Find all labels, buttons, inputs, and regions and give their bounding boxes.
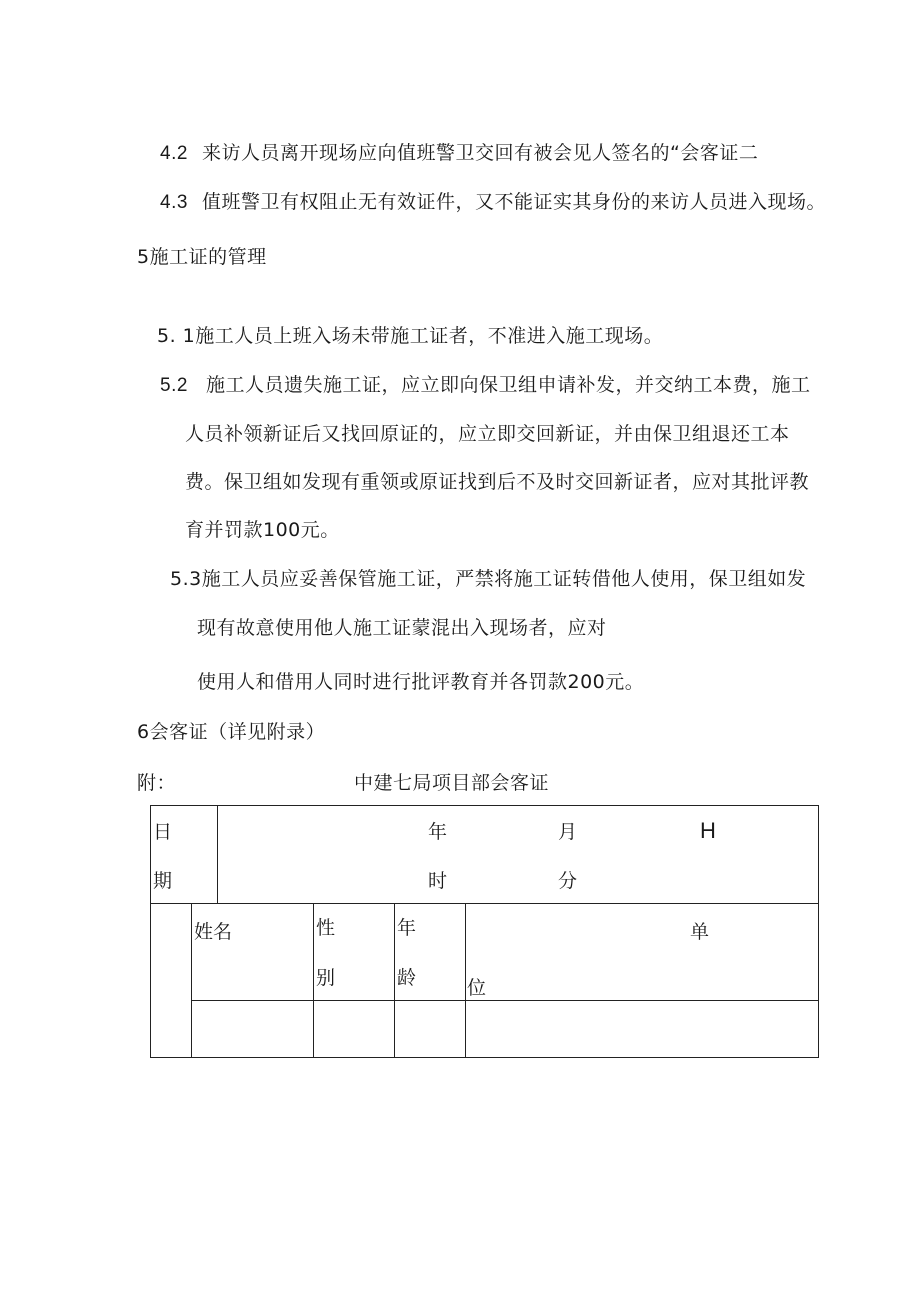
table-col-divider	[217, 805, 218, 904]
minute-label: 分	[558, 870, 578, 892]
hour-label: 时	[428, 870, 448, 892]
paragraph-5-3: 5.3施工人员应妥善保管施工证，严禁将施工证转借他人使用，保卫组如发	[170, 568, 807, 590]
paragraph-5-3-line-3: 使用人和借用人同时进行批评教育并各罚款200元。	[197, 671, 645, 693]
paragraph-5-1: 5. 1施工人员上班入场未带施工证者，不准进入施工现场。	[157, 325, 664, 347]
unit-header-bottom: 位	[467, 977, 487, 999]
table-row-divider	[150, 903, 819, 904]
section-heading-5: 5施工证的管理	[137, 246, 267, 268]
table-col-divider	[191, 903, 192, 1058]
section-number: 4.3	[160, 192, 188, 213]
paragraph-5-3-line-2: 现有故意使用他人施工证蒙混出入现场者，应对	[197, 617, 607, 639]
section-heading-6: 6会客证（详见附录）	[137, 721, 326, 743]
age-header-top: 年	[397, 917, 417, 939]
name-header: 姓名	[194, 921, 233, 943]
paragraph-text: 施工人员遗失施工证，应立即向保卫组申请补发，并交纳工本费，施工	[206, 374, 811, 396]
table-col-divider	[394, 903, 395, 1058]
month-label: 月	[558, 821, 578, 843]
paragraph-text: 来访人员离开现场应向值班警卫交回有被会见人签名的“会客证二	[202, 142, 759, 164]
unit-header-top: 单	[690, 921, 710, 943]
age-header-bottom: 龄	[397, 967, 417, 989]
year-label: 年	[428, 821, 448, 843]
paragraph-4-3	[160, 190, 826, 215]
table-border-right	[818, 805, 819, 1058]
table-border-top	[150, 805, 819, 806]
table-border-bottom	[150, 1057, 819, 1058]
table-border-left	[150, 805, 151, 1058]
appendix-label: 附：	[137, 772, 177, 794]
appendix-title: 中建七局项目部会客证	[354, 772, 550, 794]
date-label-top: 日	[153, 821, 173, 843]
table-col-divider	[313, 903, 314, 1058]
section-number: 4.2	[160, 143, 188, 164]
gender-header-top: 性	[316, 917, 336, 939]
gender-header-bottom: 别	[316, 967, 336, 989]
paragraph-4-2	[160, 141, 758, 166]
paragraph-5-2-line-3: 费。保卫组如发现有重领或原证找到后不及时交回新证者，应对其批评教	[185, 471, 810, 493]
day-label: H	[700, 818, 716, 843]
paragraph-5-2-line-4: 育并罚款100元。	[185, 519, 340, 541]
paragraph-5-2	[160, 373, 811, 398]
section-number: 5.2	[160, 375, 188, 396]
table-row-divider	[191, 1000, 819, 1001]
table-col-divider	[465, 903, 466, 1058]
paragraph-5-2-line-2: 人员补领新证后又找回原证的，应立即交回新证，并由保卫组退还工本	[185, 423, 790, 445]
paragraph-text: 值班警卫有权阻止无有效证件，又不能证实其身份的来访人员进入现场。	[202, 191, 827, 213]
date-label-bottom: 期	[153, 870, 173, 892]
